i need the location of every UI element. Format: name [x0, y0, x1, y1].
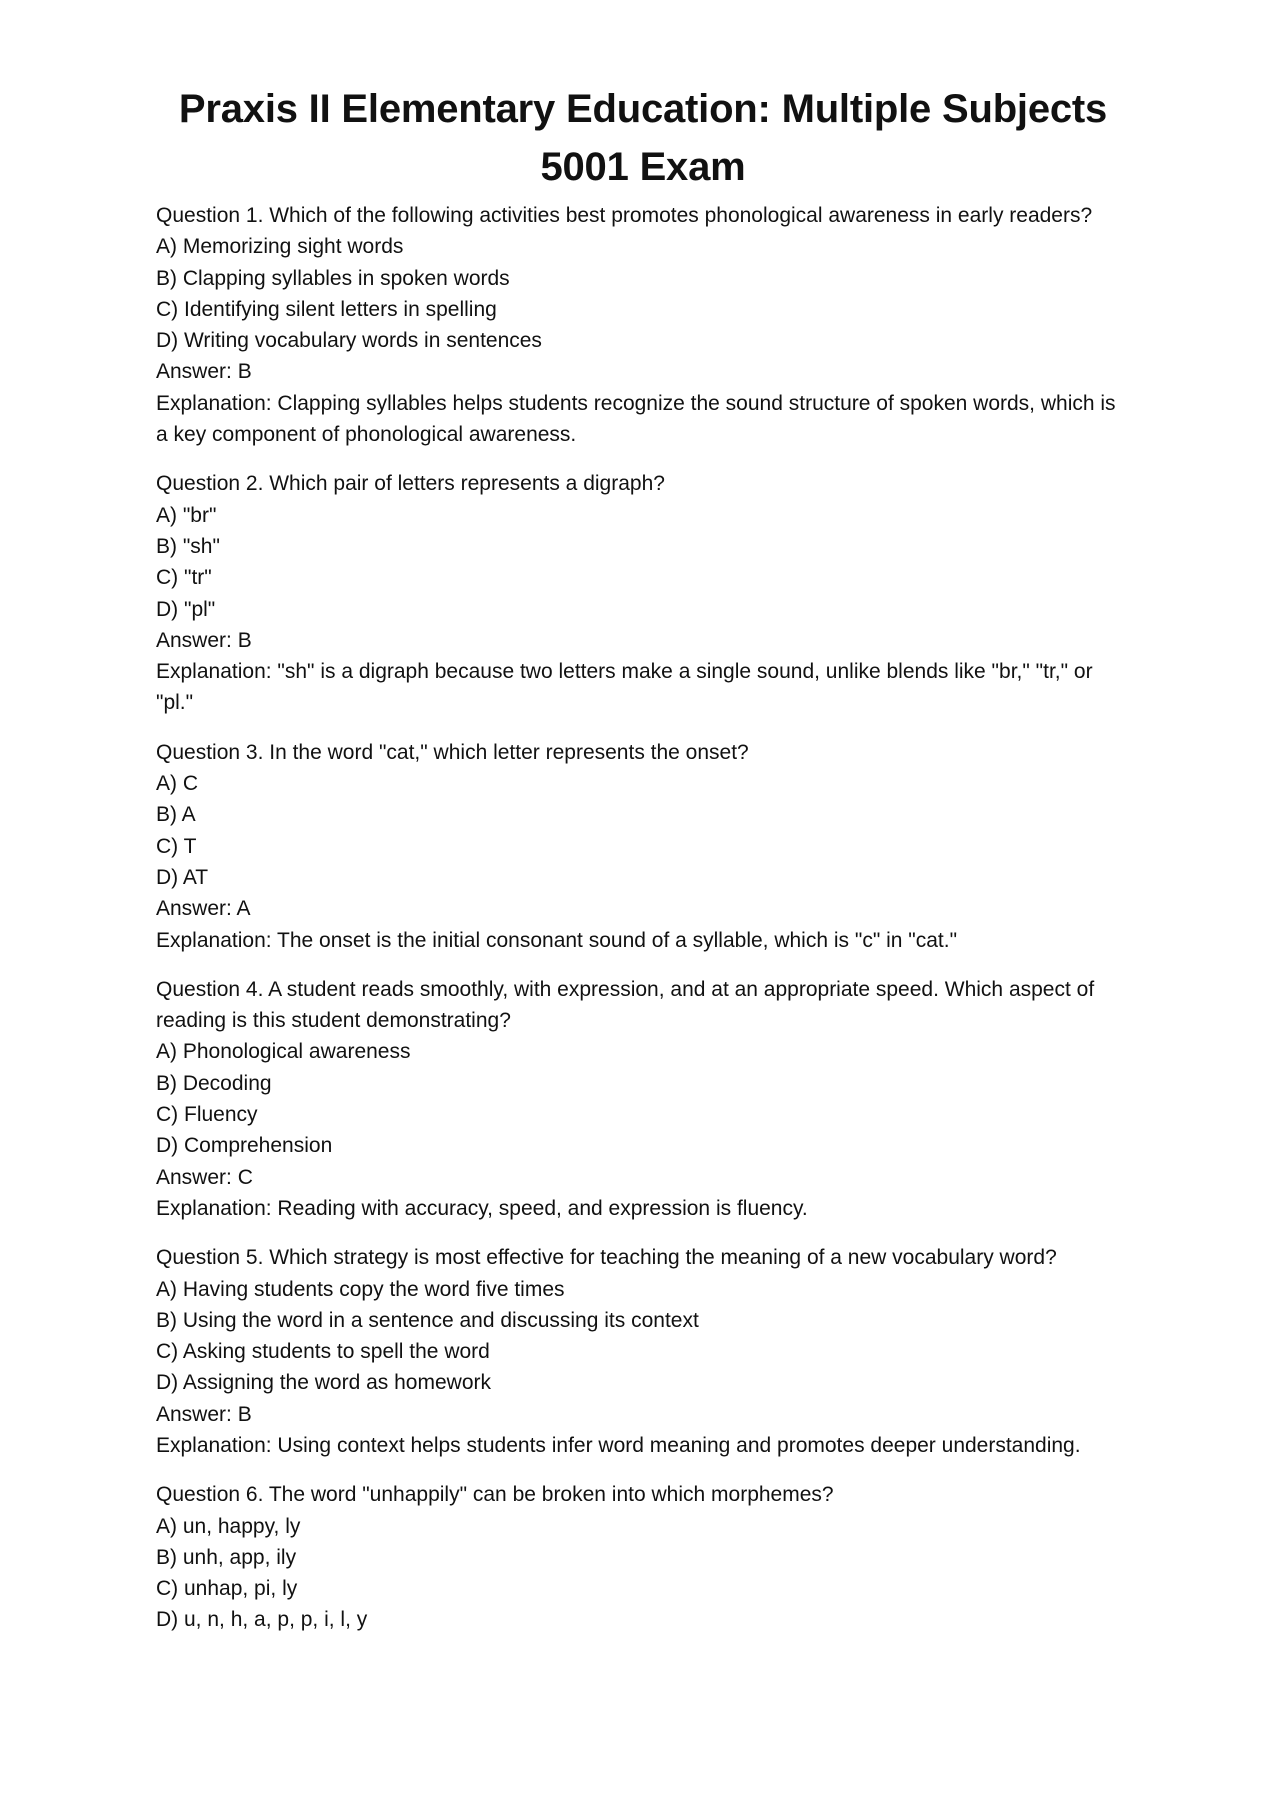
- question-block-5: [156, 1242, 1130, 1461]
- option-d: D) Assigning the word as homework: [156, 1371, 491, 1395]
- option-d: D) AT: [156, 865, 209, 889]
- option-a: A) Memorizing sight words: [156, 235, 404, 259]
- option-a: A) Phonological awareness: [156, 1040, 411, 1064]
- document-title: [156, 80, 1130, 196]
- option-d: D) Comprehension: [156, 1134, 333, 1158]
- answer-line: Answer: C: [156, 1165, 253, 1189]
- option-c: C) Asking students to spell the word: [156, 1340, 490, 1364]
- question-text: Question 4. A student reads smoothly, with expression, and at an appropriate speed. Which aspect of reading is this student demonstrating?: [156, 977, 1095, 1033]
- answer-line: Answer: B: [156, 360, 252, 384]
- question-block-2: [156, 468, 1130, 718]
- option-b: B) Clapping syllables in spoken words: [156, 266, 510, 290]
- question-text: Question 5. Which strategy is most effective for teaching the meaning of a new vocabulary word?: [156, 1246, 1057, 1270]
- option-d: D) "pl": [156, 597, 216, 621]
- option-b: B) unh, app, ily: [156, 1545, 297, 1569]
- answer-line: Answer: B: [156, 1402, 252, 1426]
- question-text: Question 2. Which pair of letters represents a digraph?: [156, 472, 665, 496]
- question-list: [156, 200, 1130, 1636]
- option-a: A) "br": [156, 503, 217, 527]
- question-text: Question 6. The word "unhappily" can be broken into which morphemes?: [156, 1483, 834, 1507]
- option-d: D) Writing vocabulary words in sentences: [156, 329, 542, 353]
- question-block-3: [156, 737, 1130, 956]
- option-c: C) "tr": [156, 566, 212, 590]
- explanation-text: Explanation: Reading with accuracy, speed, and expression is fluency.: [156, 1196, 808, 1220]
- option-b: B) Using the word in a sentence and discussing its context: [156, 1308, 699, 1332]
- question-block-4: [156, 974, 1130, 1224]
- option-c: C) unhap, pi, ly: [156, 1577, 298, 1601]
- option-a: A) Having students copy the word five times: [156, 1277, 565, 1301]
- question-text: Question 3. In the word "cat," which letter represents the onset?: [156, 740, 749, 764]
- option-c: C) T: [156, 834, 197, 858]
- answer-line: Answer: B: [156, 628, 252, 652]
- option-b: B) Decoding: [156, 1071, 272, 1095]
- question-block-6: [156, 1479, 1130, 1635]
- title-line-1: Praxis II Elementary Education: Multiple Subjects: [178, 87, 1108, 131]
- option-c: C) Fluency: [156, 1103, 258, 1127]
- option-a: A) un, happy, ly: [156, 1514, 301, 1538]
- title-line-2: 5001 Exam: [540, 145, 746, 189]
- option-b: B) A: [156, 803, 196, 827]
- option-d: D) u, n, h, a, p, p, i, l, y: [156, 1608, 368, 1632]
- question-block-1: [156, 200, 1130, 450]
- question-text: Question 1. Which of the following activities best promotes phonological awareness in early readers?: [156, 204, 1093, 227]
- explanation-text: Explanation: Using context helps students infer word meaning and promotes deeper understanding.: [156, 1433, 1081, 1457]
- explanation-text: Explanation: Clapping syllables helps students recognize the sound structure of spoken words, which is a key component of phonological awareness.: [156, 391, 1116, 447]
- answer-line: Answer: A: [156, 897, 251, 921]
- option-a: A) C: [156, 772, 198, 796]
- option-c: C) Identifying silent letters in spelling: [156, 297, 497, 321]
- option-b: B) "sh": [156, 534, 220, 558]
- explanation-text: Explanation: "sh" is a digraph because two letters make a single sound, unlike blends like "br," "tr," or "pl.": [156, 660, 1093, 715]
- explanation-text: Explanation: The onset is the initial consonant sound of a syllable, which is "c" in "cat.": [156, 928, 958, 952]
